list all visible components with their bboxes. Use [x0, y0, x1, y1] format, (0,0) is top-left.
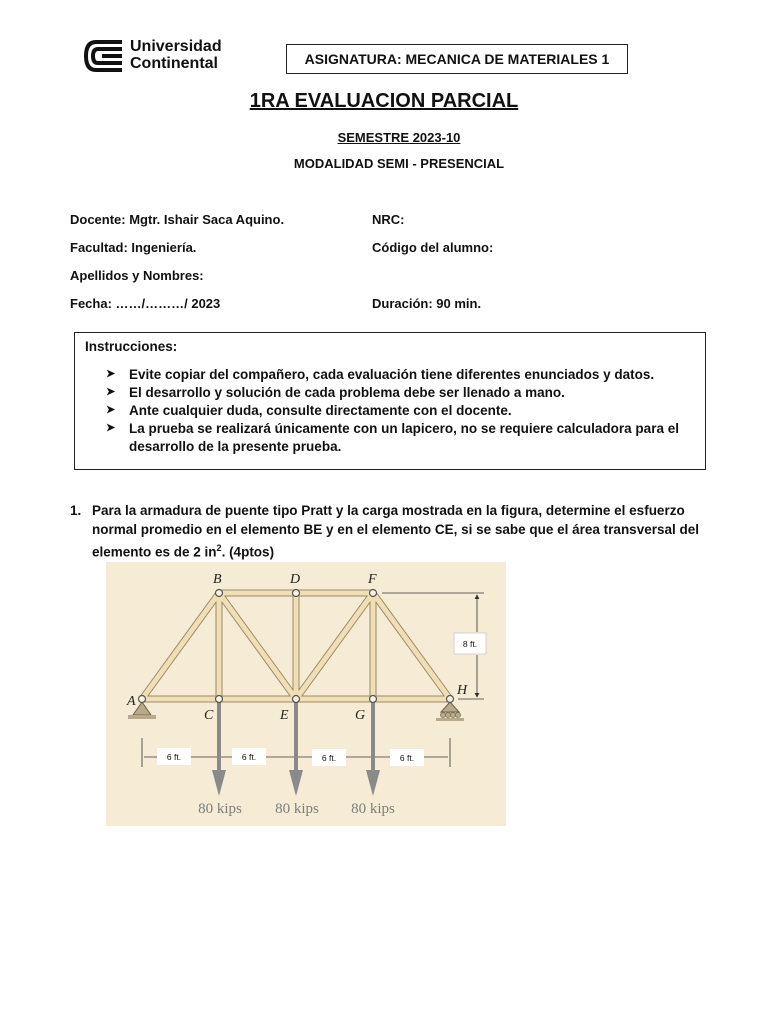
- question-superscript: 2: [216, 543, 222, 553]
- instructions-box: [74, 332, 706, 470]
- height-label: 8 ft.: [462, 639, 478, 649]
- load-label: 80 kips: [198, 801, 242, 817]
- field-apellidos: Apellidos y Nombres:: [70, 268, 204, 283]
- arrow-bullet-icon: ➤: [106, 422, 116, 434]
- node-label-h: H: [457, 683, 468, 698]
- arrow-bullet-icon: ➤: [106, 368, 116, 380]
- node-label-g: G: [355, 708, 366, 723]
- field-docente: Docente: Mgtr. Ishair Saca Aquino.: [70, 212, 285, 227]
- node-label-a: A: [127, 694, 136, 709]
- node-label-d: D: [290, 572, 301, 587]
- instruction-item: [107, 402, 697, 420]
- logo-text-line1: Universidad: [130, 38, 222, 55]
- span-label: 6 ft.: [241, 752, 257, 762]
- instruction-text: El desarrollo y solución de cada problema debe ser llenado a mano.: [129, 385, 565, 400]
- field-nrc: NRC:: [372, 212, 405, 227]
- span-label: 6 ft.: [399, 753, 415, 763]
- node-label-b: B: [213, 572, 222, 587]
- question-text-main: Para la armadura de puente tipo Pratt y la carga mostrada en la figura, determine el esfuerzo normal promedio en el elemento BE y en el elemento CE, si se sabe que el área transversal del elemento es de 2 in: [92, 503, 699, 560]
- span-label: 6 ft.: [321, 753, 337, 763]
- university-logo: [82, 38, 232, 74]
- node-label-c: C: [204, 708, 214, 723]
- instruction-text: Evite copiar del compañero, cada evaluación tiene diferentes enunciados y datos.: [129, 367, 655, 382]
- node-label-f: F: [368, 572, 377, 587]
- field-codigo: Código del alumno:: [372, 240, 494, 255]
- question-text: [70, 501, 710, 562]
- instruction-item: [107, 420, 697, 455]
- question-text-end: . (4ptos): [221, 544, 275, 560]
- question-1: [70, 501, 710, 562]
- pratt-truss-diagram: [106, 562, 506, 826]
- subject-box: ASIGNATURA: MECANICA DE MATERIALES 1: [286, 44, 628, 74]
- span-label: 6 ft.: [166, 752, 182, 762]
- field-duracion: Duración: 90 min.: [372, 296, 482, 311]
- instruction-item: [107, 384, 697, 402]
- field-facultad: Facultad: Ingeniería.: [70, 240, 197, 255]
- field-fecha: Fecha: ……/………/ 2023: [70, 296, 221, 311]
- university-logo-icon: [82, 38, 126, 74]
- load-label: 80 kips: [351, 801, 395, 817]
- node-label-e: E: [280, 708, 289, 723]
- load-label: 80 kips: [275, 801, 319, 817]
- arrow-bullet-icon: ➤: [106, 386, 116, 398]
- arrow-bullet-icon: ➤: [106, 404, 116, 416]
- question-number: 1.: [70, 503, 82, 518]
- instructions-title: Instrucciones:: [85, 339, 178, 354]
- modality-label: MODALIDAD SEMI - PRESENCIAL: [293, 156, 505, 171]
- semester-label: SEMESTRE 2023-10: [337, 130, 461, 145]
- instruction-item: [107, 366, 697, 384]
- truss-figure: [106, 562, 506, 826]
- instruction-text: La prueba se realizará únicamente con un lapicero, no se requiere calculadora para el desarrollo de la presente prueba.: [129, 421, 679, 454]
- logo-text-line2: Continental: [130, 55, 218, 72]
- exam-title: 1RA EVALUACION PARCIAL: [249, 90, 519, 112]
- instruction-text: Ante cualquier duda, consulte directamente con el docente.: [129, 403, 512, 418]
